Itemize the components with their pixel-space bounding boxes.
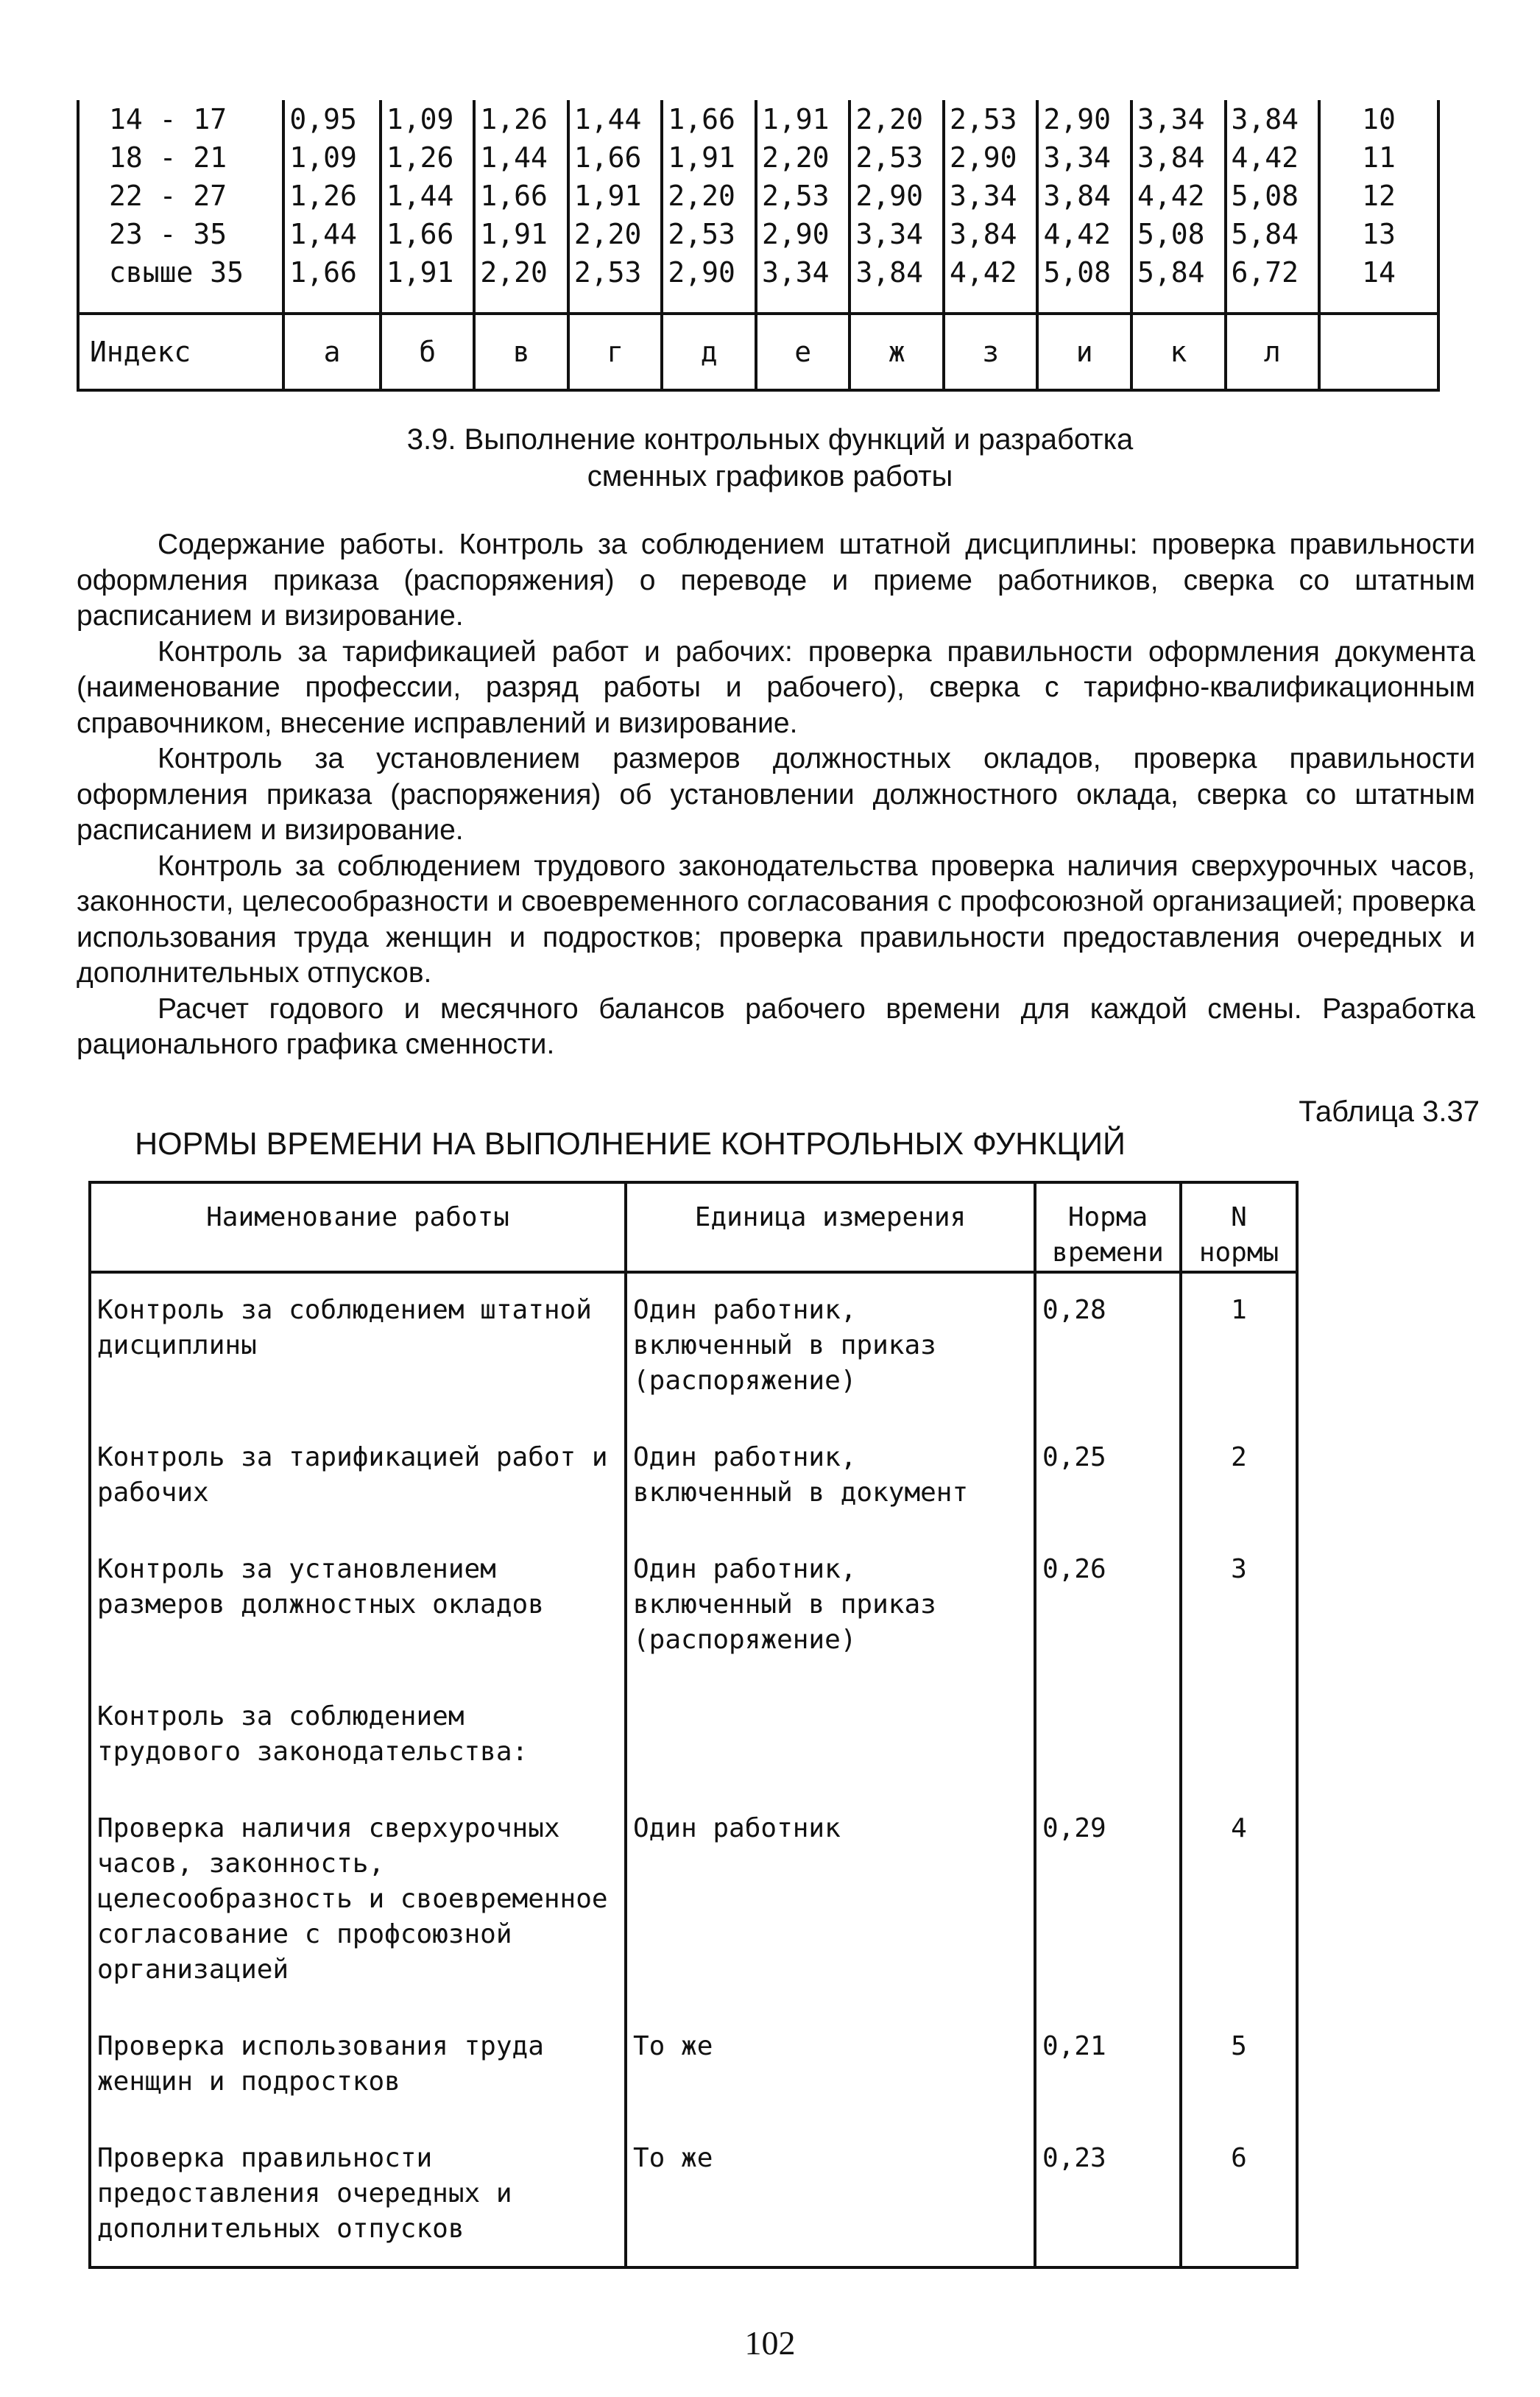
- header-n: [1181, 1182, 1297, 1272]
- paragraph: Контроль за соблюдением трудового законодательства проверка наличия сверхурочных часов, законности, целесообразности и своевременного согласования с профсоюзной организацией; проверка использования труда женщин и подростков; проверка правильности предоставления очередных и дополнительных отпусков.: [77, 850, 1475, 989]
- table-cell: 5,84: [1131, 253, 1226, 292]
- table-cell: 0,95: [283, 100, 381, 138]
- index-letter: е: [756, 314, 850, 390]
- table-cell: 1,66: [568, 138, 663, 177]
- table-cell: 1,44: [283, 215, 381, 253]
- table-cell: 3,84: [944, 215, 1038, 253]
- norm-value: 0,23: [1035, 2131, 1181, 2267]
- continued-table: [77, 100, 1440, 392]
- table-cell: 1,26: [474, 100, 568, 138]
- table-cell: 1,26: [283, 177, 381, 215]
- table-cell: 3,84: [850, 253, 944, 292]
- table-cell: 2,20: [474, 253, 568, 292]
- row-number: 13: [1319, 215, 1438, 253]
- norm-value: 0,26: [1035, 1542, 1181, 1689]
- norm-value: 0,29: [1035, 1801, 1181, 2019]
- table-caption: Таблица 3.37: [1299, 1095, 1480, 1128]
- header-name: Наименование работы: [90, 1182, 626, 1272]
- table-cell: 1,91: [381, 253, 475, 292]
- norm-number: 5: [1181, 2019, 1297, 2131]
- table-row: [78, 138, 1438, 177]
- index-letter: г: [568, 314, 663, 390]
- norm-value: 0,25: [1035, 1430, 1181, 1542]
- table-cell: 2,90: [756, 215, 850, 253]
- table-cell: 1,09: [381, 100, 475, 138]
- index-label: Индекс: [78, 314, 283, 390]
- table-row: [90, 2131, 1297, 2267]
- work-name: Контроль за соблюдением трудового законодательства:: [90, 1689, 626, 1801]
- index-letter: ж: [850, 314, 944, 390]
- norm-number: 2: [1181, 1430, 1297, 1542]
- table-divider: [78, 292, 1438, 314]
- norm-number: 3: [1181, 1542, 1297, 1689]
- paragraph: Содержание работы. Контроль за соблюдением штатной дисциплины: проверка правильности оформления приказа (распоряжения) о переводе и приеме работников, сверка со штатным расписанием и визирование.: [77, 529, 1475, 632]
- index-letter: а: [283, 314, 381, 390]
- table-row: [78, 253, 1438, 292]
- index-letter: в: [474, 314, 568, 390]
- table-header-row: [90, 1182, 1297, 1272]
- norm-value: 0,21: [1035, 2019, 1181, 2131]
- table-row: [90, 1272, 1297, 1430]
- page-number: 102: [744, 2324, 796, 2362]
- table-cell: 3,84: [1226, 100, 1320, 138]
- table-row: [78, 215, 1438, 253]
- work-name: Контроль за соблюдением штатной дисциплины: [90, 1272, 626, 1430]
- table-cell: 5,08: [1131, 215, 1226, 253]
- table-cell: 3,34: [756, 253, 850, 292]
- unit: То же: [626, 2019, 1035, 2131]
- table-cell: 2,90: [1037, 100, 1131, 138]
- row-number: 11: [1319, 138, 1438, 177]
- table-row: [90, 1430, 1297, 1542]
- section-heading: [0, 421, 1540, 495]
- table-cell: 1,91: [756, 100, 850, 138]
- table-cell: 1,26: [381, 138, 475, 177]
- table-row: [90, 1801, 1297, 2019]
- table-cell: 1,91: [662, 138, 756, 177]
- index-row: [78, 314, 1438, 390]
- table-cell: 2,53: [944, 100, 1038, 138]
- table-cell: 1,44: [381, 177, 475, 215]
- table-cell: 3,84: [1037, 177, 1131, 215]
- table-cell: 2,90: [944, 138, 1038, 177]
- table-cell: 1,09: [283, 138, 381, 177]
- table-cell: 1,66: [283, 253, 381, 292]
- unit: Один работник: [626, 1801, 1035, 2019]
- index-letter: л: [1226, 314, 1320, 390]
- table-cell: 2,20: [662, 177, 756, 215]
- row-number: 10: [1319, 100, 1438, 138]
- table-row: [90, 2019, 1297, 2131]
- header-n-line: N: [1231, 1202, 1247, 1232]
- row-label: свыше 35: [78, 253, 283, 292]
- table-cell: 3,34: [1037, 138, 1131, 177]
- paragraph: Контроль за установлением размеров должностных окладов, проверка правильности оформления приказа (распоряжения) об установлении должностного оклада, сверка со штатным расписанием и визирование.: [77, 743, 1475, 846]
- paragraph: Расчет годового и месячного балансов рабочего времени для каждой смены. Разработка рационального графика сменности.: [77, 992, 1475, 1060]
- header-n-line: нормы: [1198, 1238, 1279, 1268]
- norms-table: [88, 1181, 1299, 2269]
- work-name: Контроль за установлением размеров должностных окладов: [90, 1542, 626, 1689]
- table-cell: 1,91: [568, 177, 663, 215]
- table-cell: 6,72: [1226, 253, 1320, 292]
- unit: Один работник, включенный в приказ (распоряжение): [626, 1542, 1035, 1689]
- work-name: Проверка использования труда женщин и подростков: [90, 2019, 626, 2131]
- work-name: Контроль за тарификацией работ и рабочих: [90, 1430, 626, 1542]
- table-cell: 3,34: [1131, 100, 1226, 138]
- table-cell: 1,44: [568, 100, 663, 138]
- table-cell: 3,34: [944, 177, 1038, 215]
- norm-value: 0,28: [1035, 1272, 1181, 1430]
- paragraph: Контроль за тарификацией работ и рабочих: проверка правильности оформления документа (наименование профессии, разряд работы и рабочего), сверка с тарифно-квалификационным справочником, внесение исправлений и визирование.: [77, 635, 1475, 739]
- index-letter: и: [1037, 314, 1131, 390]
- header-unit: Единица измерения: [626, 1182, 1035, 1272]
- table-cell: 2,20: [850, 100, 944, 138]
- work-name: Проверка наличия сверхурочных часов, законность, целесообразность и своевременное согласование с профсоюзной организацией: [90, 1801, 626, 2019]
- norm-number: 1: [1181, 1272, 1297, 1430]
- table-cell: 5,84: [1226, 215, 1320, 253]
- header-norm-line: Норма: [1067, 1202, 1148, 1232]
- row-label: 23 - 35: [78, 215, 283, 253]
- table-cell: 2,53: [568, 253, 663, 292]
- header-norm: [1035, 1182, 1181, 1272]
- table-cell: 5,08: [1037, 253, 1131, 292]
- row-number: 14: [1319, 253, 1438, 292]
- unit: Один работник, включенный в приказ (распоряжение): [626, 1272, 1035, 1430]
- row-label: 18 - 21: [78, 138, 283, 177]
- table-title: НОРМЫ ВРЕМЕНИ НА ВЫПОЛНЕНИЕ КОНТРОЛЬНЫХ ФУНКЦИЙ: [135, 1126, 1126, 1162]
- header-norm-line: времени: [1052, 1238, 1164, 1268]
- section-heading-line: сменных графиков работы: [587, 460, 953, 493]
- row-number: 12: [1319, 177, 1438, 215]
- row-label: 14 - 17: [78, 100, 283, 138]
- table-row: [90, 1542, 1297, 1689]
- table-cell: 1,66: [381, 215, 475, 253]
- table-cell: 2,20: [568, 215, 663, 253]
- table-cell: 5,08: [1226, 177, 1320, 215]
- table-row: [78, 177, 1438, 215]
- table-row: [90, 1689, 1297, 1801]
- table-cell: 4,42: [1037, 215, 1131, 253]
- norm-number: 4: [1181, 1801, 1297, 2019]
- table-row: [78, 100, 1438, 138]
- norm-number: [1181, 1689, 1297, 1801]
- unit: То же: [626, 2131, 1035, 2267]
- index-letter: б: [381, 314, 475, 390]
- table-cell: 4,42: [944, 253, 1038, 292]
- row-label: 22 - 27: [78, 177, 283, 215]
- table-cell: 1,66: [662, 100, 756, 138]
- section-heading-line: 3.9. Выполнение контрольных функций и разработка: [406, 423, 1134, 456]
- table-cell: 1,44: [474, 138, 568, 177]
- table-cell: 4,42: [1226, 138, 1320, 177]
- index-letter: з: [944, 314, 1038, 390]
- unit: [626, 1689, 1035, 1801]
- table-cell: 4,42: [1131, 177, 1226, 215]
- table-cell: 1,66: [474, 177, 568, 215]
- table-cell: 2,20: [756, 138, 850, 177]
- norm-value: [1035, 1689, 1181, 1801]
- table-cell: 2,53: [662, 215, 756, 253]
- table-cell: 1,91: [474, 215, 568, 253]
- body-text: [77, 527, 1475, 1063]
- unit: Один работник, включенный в документ: [626, 1430, 1035, 1542]
- index-letter: д: [662, 314, 756, 390]
- table-cell: 2,90: [850, 177, 944, 215]
- table-cell: 2,53: [850, 138, 944, 177]
- table-cell: 3,84: [1131, 138, 1226, 177]
- table-cell: 3,34: [850, 215, 944, 253]
- table-cell: 2,90: [662, 253, 756, 292]
- norm-number: 6: [1181, 2131, 1297, 2267]
- work-name: Проверка правильности предоставления очередных и дополнительных отпусков: [90, 2131, 626, 2267]
- index-letter: к: [1131, 314, 1226, 390]
- table-cell: 2,53: [756, 177, 850, 215]
